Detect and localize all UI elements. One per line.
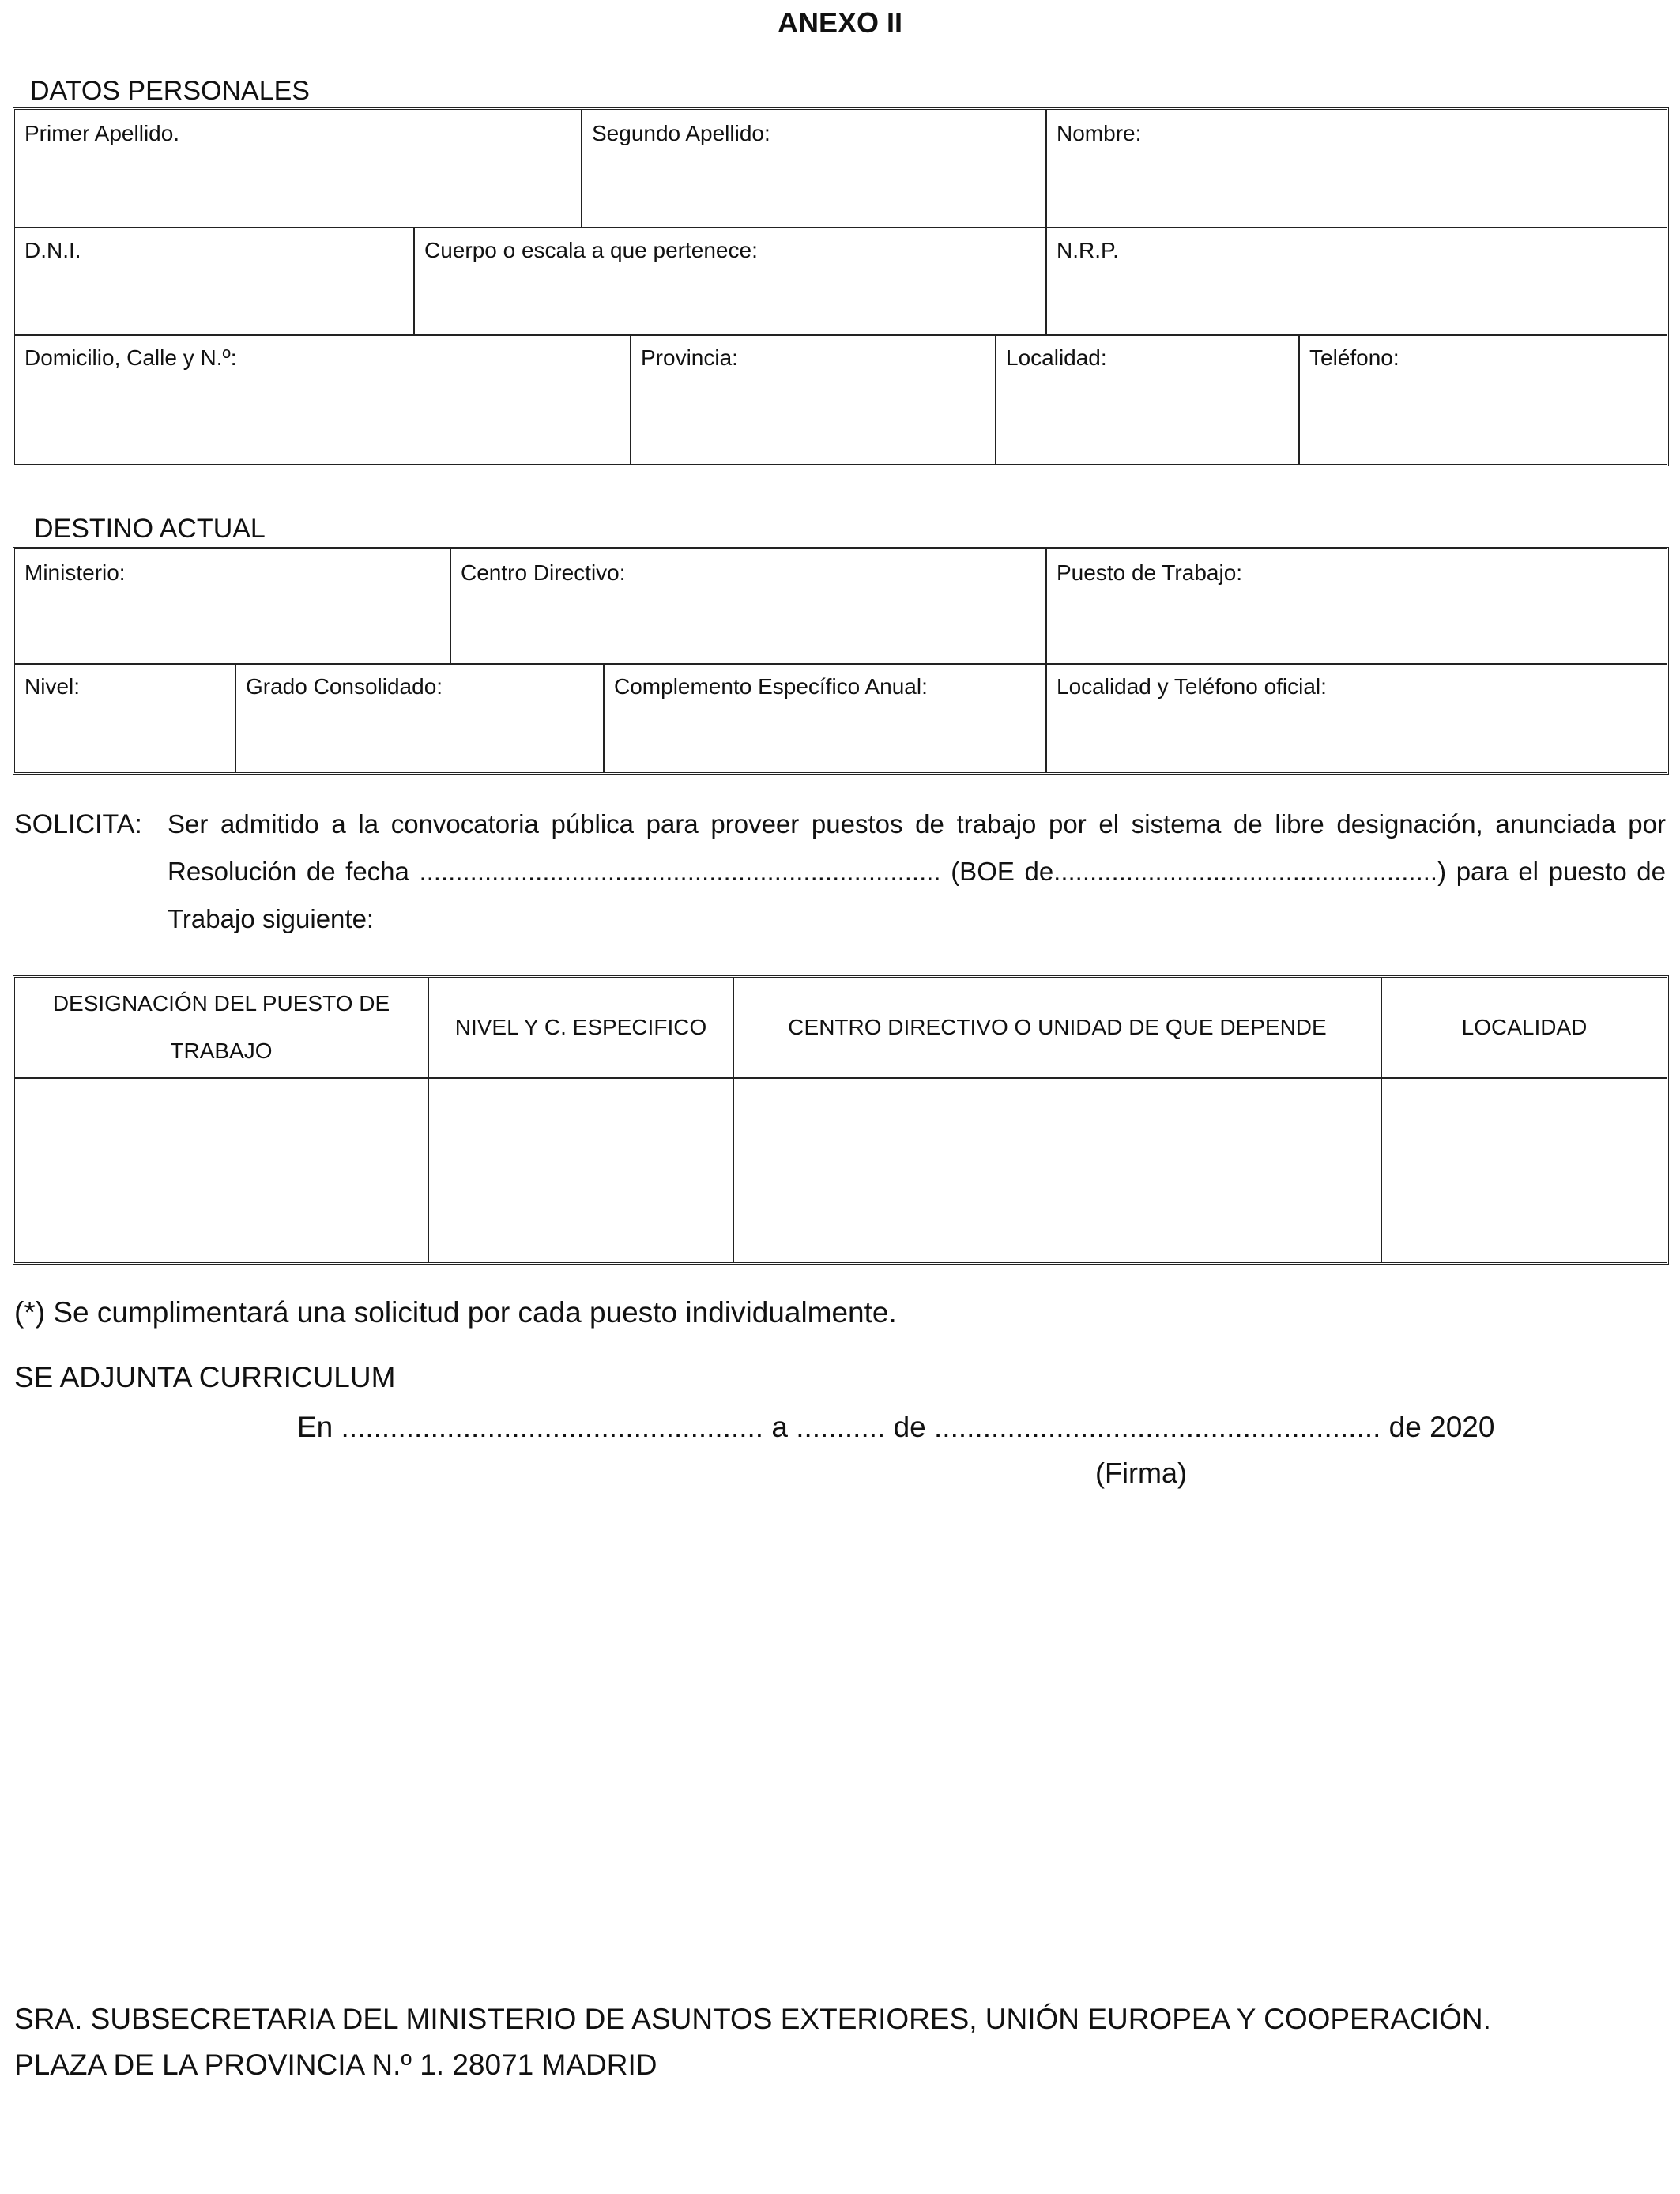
localidad-field[interactable]: Localidad: <box>996 334 1300 464</box>
fecha-lugar-line[interactable]: En .................................................... a ........... de ....................................................... de 2020 <box>297 1411 1495 1443</box>
telefono-field[interactable]: Teléfono: <box>1309 345 1399 370</box>
solicita-line-1: Ser admitido a la convocatoria pública para proveer puestos de trabajo por el sistema de libre designación, anunciada por <box>168 809 1666 839</box>
designacion-input-cell[interactable] <box>15 1077 429 1262</box>
adjunta-curriculum-text: SE ADJUNTA CURRICULUM <box>14 1361 396 1393</box>
datos-personales-row-3 <box>15 334 1667 464</box>
destinatario-line-1: SRA. SUBSECRETARIA DEL MINISTERIO DE ASUNTOS EXTERIORES, UNIÓN EUROPEA Y COOPERACIÓN. <box>14 2003 1491 2035</box>
provincia-field[interactable]: Provincia: <box>631 334 996 464</box>
puestos-table-header <box>15 978 1667 1077</box>
solicita-label: SOLICITA: <box>14 809 142 839</box>
localidad-telefono-oficial-field[interactable]: Localidad y Teléfono oficial: <box>1057 674 1327 699</box>
ministerio-field[interactable]: Ministerio: <box>15 549 451 663</box>
nrp-field[interactable]: N.R.P. <box>1057 238 1119 262</box>
grado-consolidado-field[interactable]: Grado Consolidado: <box>236 663 605 772</box>
solicita-line-2: Resolución de fecha ........................................................................ (BOE de.....................................................) para el puesto de <box>168 857 1666 886</box>
nivel-input-cell[interactable] <box>429 1077 734 1262</box>
domicilio-field[interactable]: Domicilio, Calle y N.º: <box>15 334 631 464</box>
datos-personales-heading: DATOS PERSONALES <box>30 76 310 106</box>
destino-actual-row-1 <box>15 549 1667 663</box>
datos-personales-row-2 <box>15 227 1667 334</box>
page-title: ANEXO II <box>777 6 903 39</box>
destino-actual-row-2 <box>15 663 1667 772</box>
centro-directivo-field[interactable]: Centro Directivo: <box>451 549 1047 663</box>
dni-field[interactable]: D.N.I. <box>15 227 415 334</box>
header-localidad: LOCALIDAD <box>1461 1015 1588 1039</box>
segundo-apellido-field[interactable]: Segundo Apellido: <box>582 110 1047 227</box>
firma-label: (Firma) <box>1095 1457 1187 1489</box>
cuerpo-escala-field[interactable]: Cuerpo o escala a que pertenece: <box>415 227 1047 334</box>
destinatario-line-2: PLAZA DE LA PROVINCIA N.º 1. 28071 MADRID <box>14 2049 657 2081</box>
nivel-field[interactable]: Nivel: <box>15 663 236 772</box>
datos-personales-form <box>13 107 1669 466</box>
localidad-input-cell[interactable] <box>1382 1077 1667 1262</box>
header-designacion: DESIGNACIÓN DEL PUESTO DE TRABAJO <box>15 978 429 1077</box>
header-centro-directivo: CENTRO DIRECTIVO O UNIDAD DE QUE DEPENDE <box>734 978 1382 1077</box>
header-nivel: NIVEL Y C. ESPECIFICO <box>429 978 734 1077</box>
destino-actual-form <box>13 547 1669 775</box>
solicita-line-3: Trabajo siguiente: <box>168 904 375 933</box>
centro-directivo-input-cell[interactable] <box>734 1077 1382 1262</box>
nombre-field[interactable]: Nombre: <box>1057 121 1142 145</box>
primer-apellido-field[interactable]: Primer Apellido. <box>15 110 582 227</box>
destino-actual-heading: DESTINO ACTUAL <box>34 514 266 544</box>
puestos-table <box>13 975 1669 1265</box>
complemento-especifico-field[interactable]: Complemento Específico Anual: <box>605 663 1047 772</box>
nota-text: (*) Se cumplimentará una solicitud por cada puesto individualmente. <box>14 1296 897 1329</box>
datos-personales-row-1 <box>15 110 1667 227</box>
puestos-table-row <box>15 1077 1667 1262</box>
puesto-trabajo-field[interactable]: Puesto de Trabajo: <box>1057 560 1243 585</box>
